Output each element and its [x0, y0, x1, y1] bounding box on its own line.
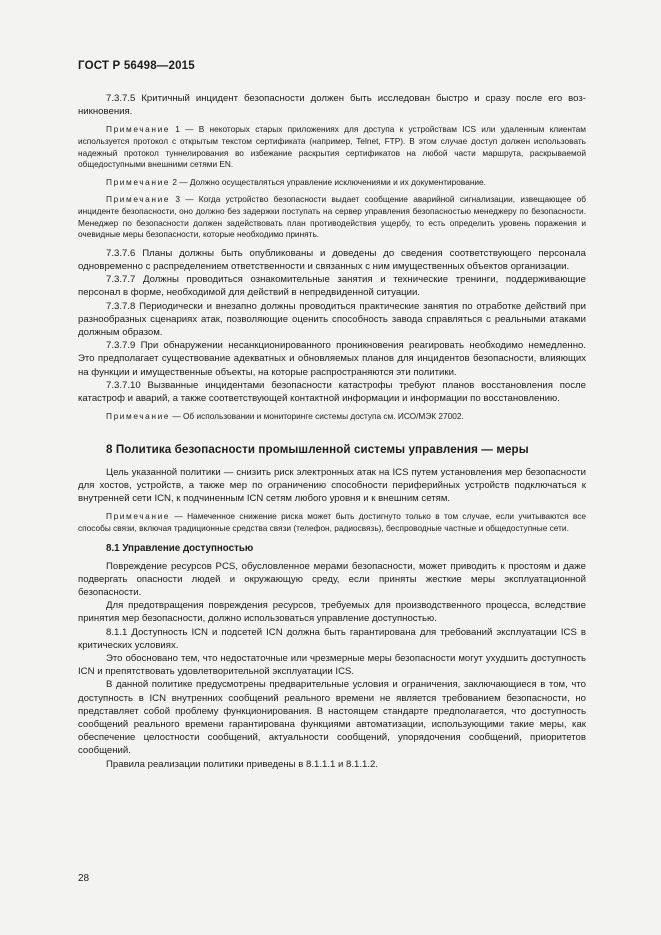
paragraph-8-1-1-b: Это обосновано тем, что недостаточные или чрезмерные меры безопасности могут ухудшить доступность ICN и препятствовать удовлетворительной эксплуатации ICS. — [78, 653, 586, 678]
note-label: Примечание — [106, 411, 171, 422]
note-text: — Намеченное снижение риска может быть достигнуто только в том случае, если учитываются все способы связи, включая традиционные средства связи (телефон, радиосвязь), беспроводные частные и общедоступные сети. — [78, 511, 586, 533]
note-text: 2 — Должно осуществляться управление исключениями и их документирование. — [172, 176, 486, 187]
note-3 — [78, 194, 586, 240]
paragraph-section-8-goal: Цель указанной политики — снизить риск электронных атак на ICS путем установления мер безопасности для хостов, устройств, а также мер по ограничению способности периферийных устройств подключаться к внутренней сети ICN, к подчиненным ICN сетям любого уровня и к внешним сетям. — [78, 466, 586, 505]
note-text: 1 — В некоторых старых приложениях для доступа к устройствам ICS или удаленным клиентам используется протокол с открытым текстом сертификата (например, Telnet, FTP). В этом случае доступ должен использовать надежный протокол туннелирования во избежание раскрытия сертификатов на любой части маршрута, раскрываемой общедоступными внешними сетями EN. — [78, 124, 586, 170]
note-text: — Об использовании и мониторинге системы доступа см. ИСО/МЭК 27002. — [172, 411, 464, 422]
paragraph-7-3-7-7: 7.3.7.7 Должны проводиться ознакомительные занятия и технические тренинги, поддерживающие персонал в форме, необходимой для действий в непредвиденной ситуации. — [78, 274, 586, 299]
page-number: 28 — [78, 873, 90, 884]
paragraph-8-1-a: Повреждение ресурсов PCS, обусловленное мерами безопасности, может приводить к простоям и даже подвергать опасности людей и окружающую среду, если приняты жесткие меры эксплуатационной безопасности. — [78, 560, 586, 598]
note-label: Примечание — [106, 511, 171, 522]
note-5 — [78, 511, 586, 534]
document-header: ГОСТ Р 56498—2015 — [78, 60, 195, 72]
section-8-heading: 8 Политика безопасности промышленной системы управления — меры — [106, 442, 529, 456]
note-text: 3 — Когда устройство безопасности выдает сообщение аварийной сигнализации, извещающее об инциденте безопасности, оно должно без задержки поступать на сервер управления безопасностью менеджеру по безопасности. Менеджер по безопасности должен задействовать план противодействия ущербу, то есть определить уровень поражения и очевидные меры безопасности, которые необходимо принять. — [78, 194, 586, 240]
note-2 — [78, 177, 586, 189]
paragraph-7-3-7-6: 7.3.7.6 Планы должны быть опубликованы и доведены до сведения соответствующего персонала одновременно с распределением ответственности и связанных с ним имущественных объектов организации. — [78, 247, 586, 272]
note-4 — [78, 411, 586, 423]
paragraph-8-1-1-c: В данной политике предусмотрены предварительные условия и ограничения, заключающиеся в том, что доступность в ICN внутренних сообщений реального времени не является требованием безопасности, но представляет собой проблему функционирования. В настоящем стандарте предполагается, что доступность сообщений реального времени гарантирована функциями автоматизации, использующими такие меры, как обеспечение целостности сообщений, актуальности сообщений, упорядочения сообщений, приоритетов сообщений. — [78, 679, 586, 757]
paragraph-7-3-7-10: 7.3.7.10 Вызванные инцидентами безопасности катастрофы требуют планов восстановления после катастроф и аварий, а также соответствующей контактной информации и информации по восстановлению. — [78, 379, 586, 404]
paragraph-7-3-7-5: 7.3.7.5 Критичный инцидент безопасности должен быть исследован быстро и сразу после его возникновения. — [78, 93, 586, 118]
note-label: Примечание — [106, 194, 171, 205]
page-content — [78, 92, 586, 771]
section-8-1-heading: 8.1 Управление доступностью — [106, 542, 254, 554]
note-1 — [78, 124, 586, 170]
paragraph-7-3-7-8: 7.3.7.8 Периодически и внезапно должны проводиться практические занятия по отработке действий при разнообразных сценариях атак, позволяющие оценить способность завода справляться с реальными атаками должным образом. — [78, 300, 586, 338]
note-label: Примечание — [106, 124, 171, 135]
paragraph-8-1-b: Для предотвращения повреждения ресурсов, требуемых для производственного процесса, вследствие принятия мер безопасности, должно использоваться управление доступностью. — [78, 600, 586, 625]
paragraph-8-1-1-d: Правила реализации политики приведены в 8.1.1.1 и 8.1.1.2. — [106, 758, 379, 770]
paragraph-7-3-7-9: 7.3.7.9 При обнаружении несанкционированного проникновения реагировать необходимо немедленно. Это предполагает существование адекватных и обновляемых планов для инцидентов безопасности, влияющих на функции и имущественные объекты, на которые распространяются эти политики. — [78, 340, 586, 378]
paragraph-8-1-1: 8.1.1 Доступность ICN и подсетей ICN должна быть гарантирована для требований эксплуатации ICS в критических условиях. — [78, 626, 586, 651]
note-label: Примечание — [106, 176, 171, 187]
